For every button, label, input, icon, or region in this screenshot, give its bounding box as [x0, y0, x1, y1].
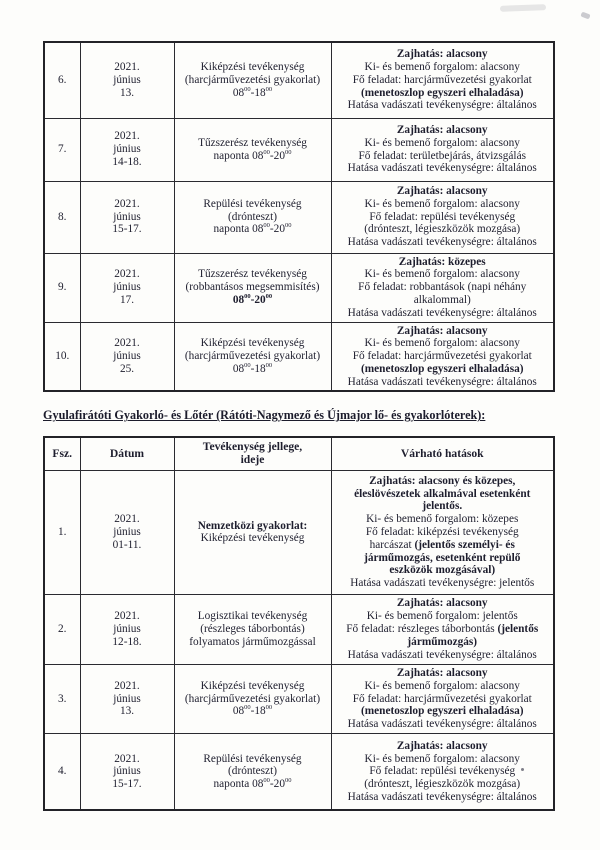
date-line: 17.	[119, 293, 135, 306]
activity-time	[178, 778, 328, 791]
effect-line: Zajhatás: alacsony és közepes,	[369, 474, 516, 487]
effect-line: Zajhatás: alacsony	[396, 666, 488, 679]
date-cell	[80, 664, 174, 733]
effect-line: Ki- és bemenő forgalom: alacsony	[364, 136, 520, 149]
date-line: 15-17.	[112, 778, 142, 791]
effect-line: Ki- és bemenő forgalom: jelentős	[366, 610, 518, 623]
effect-line: Hatása vadászati tevékenységre: általános	[347, 375, 537, 388]
activity-line: (harcjárművezetési gyakorlat)	[184, 350, 321, 363]
date-line: június	[113, 692, 141, 705]
date-line: június	[113, 281, 141, 294]
time-superscript: 00	[284, 148, 292, 156]
date-line: 01-11.	[112, 538, 142, 551]
activity-line: Tűzszerész tevékenység	[198, 136, 307, 149]
time-superscript: 00	[265, 85, 273, 93]
effects-cell	[331, 118, 554, 181]
effect-line: (drónteszt, légieszközök mozgása)	[364, 778, 521, 791]
activity-cell	[174, 42, 331, 118]
date-line: 2021.	[114, 130, 140, 143]
table-row	[44, 253, 554, 322]
time-text: 08	[232, 362, 245, 375]
date-line: 2021.	[114, 61, 140, 74]
effect-line: (menetoszlop egyszeri elhaladása)	[360, 705, 524, 718]
effect-line: Ki- és bemenő forgalom: alacsony	[364, 337, 520, 350]
row-number-cell: 1.	[44, 470, 80, 594]
effect-line: Fő feladat: harcjárművezetési gyakorlat	[352, 73, 532, 86]
date-line: 14-18.	[112, 155, 142, 168]
effect-line: éleslövészetek alkalmával esetenként	[354, 487, 531, 500]
row-number-cell: 3.	[44, 664, 80, 733]
date-line: 13.	[119, 86, 135, 99]
date-line: június	[113, 765, 141, 778]
header-cell-datum: Dátum	[80, 437, 174, 470]
effects-cell	[331, 594, 554, 664]
header-cell-activity	[174, 437, 331, 470]
date-cell	[80, 253, 174, 322]
table-row	[44, 664, 554, 733]
time-text: -20	[250, 293, 266, 306]
effect-line: Fő feladat: területbejárás, átvizsgálás	[358, 149, 526, 162]
date-line: 2021.	[114, 752, 140, 765]
activity-line: Repülési tevékenység	[203, 197, 302, 210]
activity-time	[178, 363, 328, 376]
activity-cell	[174, 664, 331, 733]
table-row	[44, 181, 554, 253]
activity-line: (harcjárművezetési gyakorlat)	[184, 73, 321, 86]
effect-text: harcászat	[369, 538, 415, 551]
effect-line: Hatása vadászati tevékenységre: jelentős	[350, 577, 535, 590]
time-text: -18	[250, 705, 266, 718]
effect-text-bold: (jelentős	[497, 623, 539, 636]
date-line: június	[113, 526, 141, 539]
row-number-cell: 9.	[44, 253, 80, 322]
activity-line: (drónteszt)	[228, 210, 277, 223]
effect-line: Fő feladat: repülési tevékenység	[369, 210, 516, 223]
effects-cell	[331, 470, 554, 594]
time-text: -20	[269, 149, 285, 162]
activity-time	[178, 705, 328, 718]
time-text: -18	[250, 362, 266, 375]
activity-time	[178, 223, 328, 236]
date-line: június	[113, 73, 141, 86]
time-text: -18	[250, 86, 266, 99]
effect-line: Ki- és bemenő forgalom: alacsony	[364, 679, 520, 692]
effect-line: Hatása vadászati tevékenységre: általános	[347, 790, 537, 803]
date-cell	[80, 594, 174, 664]
effect-line	[335, 623, 551, 636]
date-cell	[80, 470, 174, 594]
date-cell	[80, 118, 174, 181]
section-heading: Gyulafirátóti Gyakorló- és Lőtér (Rátóti-Nagymező és Újmajor lő- és gyakorlóterek):	[43, 408, 486, 423]
date-line: 2021.	[114, 610, 140, 623]
activity-line: Kiképzési tevékenység	[200, 532, 305, 545]
row-number-cell: 10.	[44, 322, 80, 391]
table-row	[44, 322, 554, 391]
date-line: 2021.	[114, 337, 140, 350]
table-header-row	[44, 437, 554, 470]
effect-text-bold: (jelentős személyi- és	[414, 538, 515, 551]
time-text: 08	[232, 705, 245, 718]
date-line: 25.	[119, 362, 135, 375]
activity-time	[178, 294, 328, 307]
activity-time	[178, 150, 328, 163]
effect-line: Hatása vadászati tevékenységre: általános	[347, 236, 537, 249]
time-text: naponta 08	[213, 223, 264, 236]
effect-text: Fő feladat: részleges táborbontás	[346, 623, 498, 636]
effect-line: Zajhatás: alacsony	[396, 739, 488, 752]
effect-line: (menetoszlop egyszeri elhaladása)	[360, 362, 524, 375]
effect-line: Zajhatás: közepes	[398, 255, 486, 268]
effect-line: jelentős.	[422, 500, 463, 513]
header-cell-fsz: Fsz.	[44, 437, 80, 470]
activity-line: Logisztikai tevékenység	[197, 610, 308, 623]
activity-cell	[174, 181, 331, 253]
effect-line: Hatása vadászati tevékenységre: általános	[347, 99, 537, 112]
effect-line: járműmozgás)	[407, 635, 478, 648]
date-line: 2021.	[114, 197, 140, 210]
table-row	[44, 470, 554, 594]
time-text: 08	[232, 293, 245, 306]
effect-line: alkalommal)	[413, 293, 471, 306]
activity-line: Nemzetközi gyakorlat:	[197, 519, 308, 532]
date-line: június	[113, 143, 141, 156]
date-cell	[80, 181, 174, 253]
activity-line: (drónteszt)	[228, 765, 277, 778]
time-superscript: 00	[265, 362, 273, 370]
effects-cell	[331, 42, 554, 118]
time-superscript: 00	[263, 222, 270, 230]
time-text: naponta 08	[213, 149, 264, 162]
effect-line: Ki- és bemenő forgalom: alacsony	[364, 752, 520, 765]
activity-line: Tűzszerész tevékenység	[198, 268, 307, 281]
table-row	[44, 42, 554, 118]
effect-line: Zajhatás: alacsony	[396, 597, 488, 610]
effect-line: Zajhatás: alacsony	[396, 48, 488, 61]
time-superscript: 00	[265, 293, 273, 301]
activity-line: Kiképzési tevékenység	[200, 679, 305, 692]
effects-cell	[331, 322, 554, 391]
row-number-cell: 6.	[44, 42, 80, 118]
table-row	[44, 118, 554, 181]
upper-activity-table	[43, 41, 555, 392]
activity-cell	[174, 253, 331, 322]
effect-line: Hatása vadászati tevékenységre: általános	[347, 162, 537, 175]
activity-cell	[174, 470, 331, 594]
activity-line: Kiképzési tevékenység	[200, 337, 305, 350]
activity-line: Repülési tevékenység	[203, 752, 302, 765]
effect-line: Hatása vadászati tevékenységre: általános	[347, 648, 537, 661]
date-line: június	[113, 350, 141, 363]
time-text: naponta 08	[213, 778, 264, 791]
time-superscript: 00	[284, 777, 292, 785]
activity-cell	[174, 594, 331, 664]
effect-line: Fő feladat: repülési tevékenység	[369, 765, 516, 778]
header-line: Tevékenység jellege,	[202, 440, 303, 454]
activity-line: folyamatos járműmozgással	[189, 635, 316, 648]
date-line: 12-18.	[112, 635, 142, 648]
time-superscript: 00	[284, 222, 292, 230]
effect-line: Fő feladat: robbantások (napi néhány	[358, 281, 527, 294]
date-cell	[80, 42, 174, 118]
time-superscript: 00	[244, 704, 251, 712]
date-line: 13.	[119, 705, 135, 718]
effect-line: Fő feladat: harcjárművezetési gyakorlat	[352, 350, 532, 363]
effect-line: Hatása vadászati tevékenységre: általános	[347, 718, 537, 731]
row-number-cell: 8.	[44, 181, 80, 253]
effect-line: Zajhatás: alacsony	[396, 324, 488, 337]
activity-line: (robbantásos megsemmisítés)	[185, 281, 320, 294]
effect-line: Hatása vadászati tevékenységre: általános	[347, 306, 537, 319]
activity-time	[178, 87, 328, 100]
time-superscript: 00	[265, 704, 273, 712]
effect-line: (drónteszt, légieszközök mozgása)	[364, 223, 521, 236]
date-line: 2021.	[114, 679, 140, 692]
date-cell	[80, 322, 174, 391]
effect-line	[335, 539, 551, 552]
date-line: 2021.	[114, 513, 140, 526]
effects-cell	[331, 664, 554, 733]
activity-line: (részleges táborbontás)	[200, 623, 305, 636]
row-number-cell: 4.	[44, 733, 80, 810]
date-line: 2021.	[114, 268, 140, 281]
activity-line: Kiképzési tevékenység	[200, 61, 305, 74]
lower-activity-table	[43, 436, 555, 811]
effect-line: Fő feladat: kiképzési tevékenység	[365, 526, 519, 539]
effect-line: (menetoszlop egyszeri elhaladása)	[360, 86, 524, 99]
table-row	[44, 594, 554, 664]
activity-cell	[174, 733, 331, 810]
effects-cell	[331, 253, 554, 322]
date-line: június	[113, 623, 141, 636]
effect-line: Zajhatás: alacsony	[396, 123, 488, 136]
activity-line: (harcjárművezetési gyakorlat)	[184, 692, 321, 705]
time-superscript: 00	[263, 777, 270, 785]
effect-line: Ki- és bemenő forgalom: alacsony	[364, 197, 520, 210]
row-number-cell: 2.	[44, 594, 80, 664]
header-cell-effects: Várható hatások	[331, 437, 554, 470]
time-text: -20	[269, 778, 285, 791]
date-line: június	[113, 210, 141, 223]
effect-line: járműmozgás, esetenként repülő	[364, 551, 521, 564]
time-superscript: 00	[263, 148, 270, 156]
time-superscript: 00	[244, 85, 251, 93]
date-line: 15-17.	[112, 223, 142, 236]
time-text: -20	[269, 223, 285, 236]
time-text: 08	[232, 86, 245, 99]
table-row	[44, 733, 554, 810]
effects-cell	[331, 181, 554, 253]
effect-line: Ki- és bemenő forgalom: alacsony	[364, 268, 520, 281]
row-number-cell: 7.	[44, 118, 80, 181]
time-superscript: 00	[244, 362, 251, 370]
effect-line: Fő feladat: harcjárművezetési gyakorlat	[352, 692, 532, 705]
activity-cell	[174, 118, 331, 181]
date-cell	[80, 733, 174, 810]
effect-line: Ki- és bemenő forgalom: alacsony	[364, 61, 520, 74]
effect-line: eszközök mozgásával)	[389, 564, 496, 577]
effects-cell	[331, 733, 554, 810]
effect-line: Ki- és bemenő forgalom: közepes	[366, 513, 519, 526]
time-superscript: 00	[244, 293, 251, 301]
effect-line: Zajhatás: alacsony	[396, 185, 488, 197]
activity-cell	[174, 322, 331, 391]
header-line: ideje	[240, 453, 265, 467]
